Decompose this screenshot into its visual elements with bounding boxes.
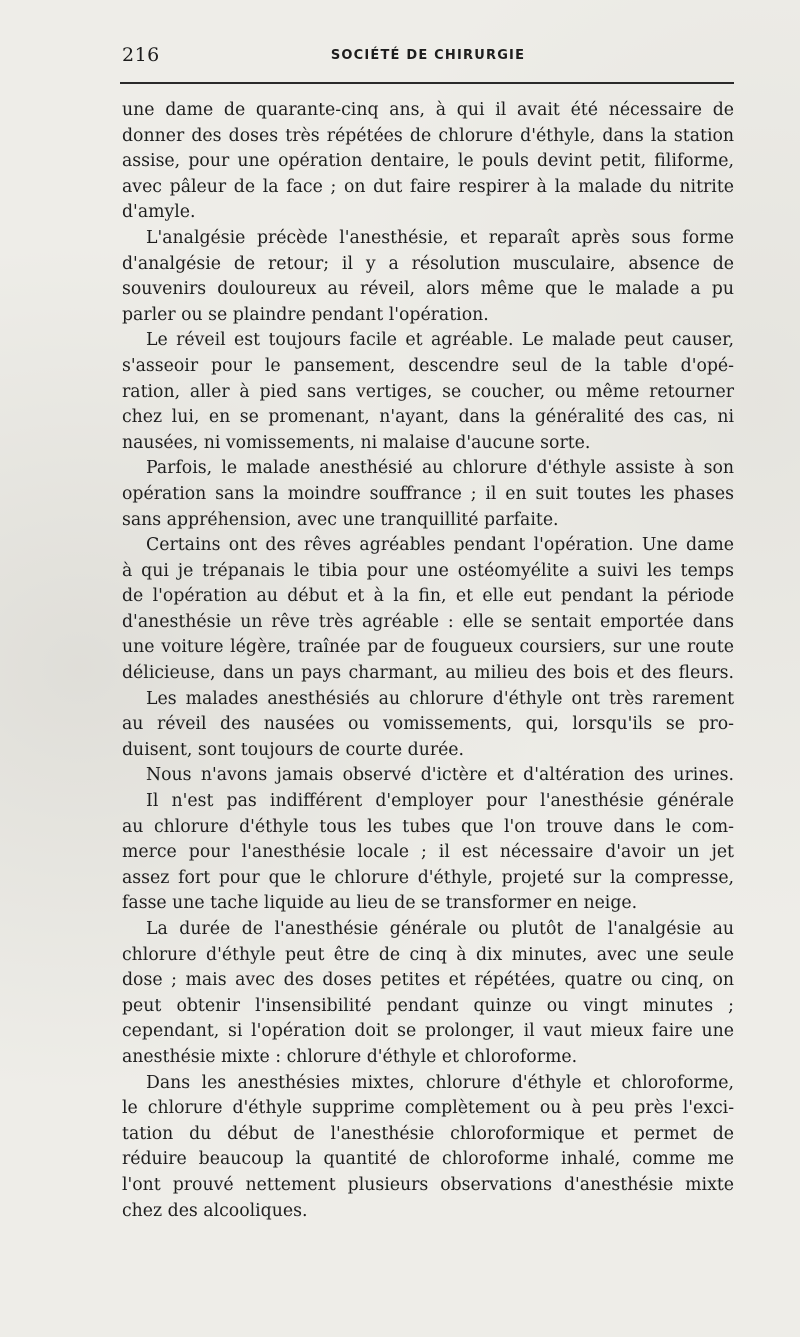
text-line: chez des alcooliques.	[122, 1200, 308, 1221]
text-line: L'analgésie précède l'anesthésie, et reparaît après sous forme	[146, 227, 734, 248]
text-line: à qui je trépanais le tibia pour une ostéomyélite a suivi les temps	[122, 560, 734, 581]
text-line: chez lui, en se promenant, n'ayant, dans la généralité des cas, ni	[122, 407, 734, 428]
text-line: Le réveil est toujours facile et agréable. Le malade peut causer,	[146, 330, 734, 351]
page-number: 216	[122, 44, 160, 66]
text-line: assez fort pour que le chlorure d'éthyle, projeté sur la compresse,	[122, 867, 735, 888]
text-line: parler ou se plaindre pendant l'opération.	[122, 304, 489, 325]
text-line: souvenirs douloureux au réveil, alors même que le malade a pu	[122, 279, 734, 300]
text-line: duisent, sont toujours de courte durée.	[122, 739, 465, 760]
text-line: Il n'est pas indifférent d'employer pour l'anesthésie générale	[146, 791, 734, 812]
text-line: d'analgésie de retour; il y a résolution musculaire, absence de	[122, 253, 734, 274]
text-line: tation du début de l'anesthésie chloroformique et permet de	[122, 1123, 735, 1144]
text-line: réduire beaucoup la quantité de chloroforme inhalé, comme me	[122, 1149, 734, 1170]
text-line: merce pour l'anesthésie locale ; il est nécessaire d'avoir un jet	[122, 842, 734, 863]
text-line: au chlorure d'éthyle tous les tubes que l'on trouve dans le com-	[122, 816, 735, 837]
text-line: anesthésie mixte : chlorure d'éthyle et chloroforme.	[122, 1046, 578, 1067]
text-line: Nous n'avons jamais observé d'ictère et d'altération des urines.	[146, 765, 734, 786]
text-line: fasse une tache liquide au lieu de se transformer en neige.	[122, 893, 638, 914]
text-line: d'amyle.	[122, 202, 196, 223]
text-line: Certains ont des rêves agréables pendant l'opération. Une dame	[146, 535, 734, 556]
text-line: opération sans la moindre souffrance ; il en suit toutes les phases	[122, 483, 735, 504]
text-line: assise, pour une opération dentaire, le pouls devint petit, filiforme,	[122, 151, 735, 172]
text-line: le chlorure d'éthyle supprime complètement ou à peu près l'exci-	[122, 1098, 735, 1119]
text-line: nausées, ni vomissements, ni malaise d'aucune sorte.	[122, 432, 591, 453]
running-title: SOCIÉTÉ DE CHIRURGIE	[330, 48, 526, 63]
text-line: ration, aller à pied sans vertiges, se coucher, ou même retourner	[122, 381, 734, 402]
text-line: peut obtenir l'insensibilité pendant quinze ou vingt minutes ;	[122, 995, 734, 1016]
text-line: l'ont prouvé nettement plusieurs observations d'anesthésie mixte	[122, 1174, 735, 1195]
running-head	[122, 44, 734, 70]
text-line: Parfois, le malade anesthésié au chlorure d'éthyle assiste à son	[146, 458, 735, 479]
text-line: Dans les anesthésies mixtes, chlorure d'éthyle et chloroforme,	[146, 1072, 734, 1093]
text-line: de l'opération au début et à la fin, et elle eut pendant la période	[122, 586, 735, 607]
text-line: au réveil des nausées ou vomissements, qui, lorsqu'ils se pro-	[122, 714, 735, 735]
text-line: La durée de l'anesthésie générale ou plutôt de l'analgésie au	[146, 919, 735, 939]
body-text	[122, 98, 734, 1224]
header-rule	[120, 82, 734, 84]
text-line: une dame de quarante-cinq ans, à qui il avait été nécessaire de	[122, 100, 735, 120]
text-line: d'anesthésie un rêve très agréable : elle se sentait emportée dans	[122, 611, 734, 632]
text-line: Les malades anesthésiés au chlorure d'éthyle ont très rarement	[146, 688, 735, 709]
text-line: une voiture légère, traînée par de fougueux coursiers, sur une route	[122, 637, 734, 658]
text-line: délicieuse, dans un pays charmant, au milieu des bois et des fleurs.	[122, 663, 735, 684]
text-line: chlorure d'éthyle peut être de cinq à dix minutes, avec une seule	[122, 944, 734, 965]
text-line: dose ; mais avec des doses petites et répétées, quatre ou cinq, on	[122, 970, 734, 991]
text-line: sans appréhension, avec une tranquillité parfaite.	[122, 509, 559, 530]
text-line: avec pâleur de la face ; on dut faire respirer à la malade du nitrite	[122, 176, 734, 197]
text-line: s'asseoir pour le pansement, descendre seul de la table d'opé-	[122, 355, 734, 376]
text-line: cependant, si l'opération doit se prolonger, il vaut mieux faire une	[122, 1021, 735, 1042]
text-line: donner des doses très répétées de chlorure d'éthyle, dans la station	[122, 125, 735, 146]
